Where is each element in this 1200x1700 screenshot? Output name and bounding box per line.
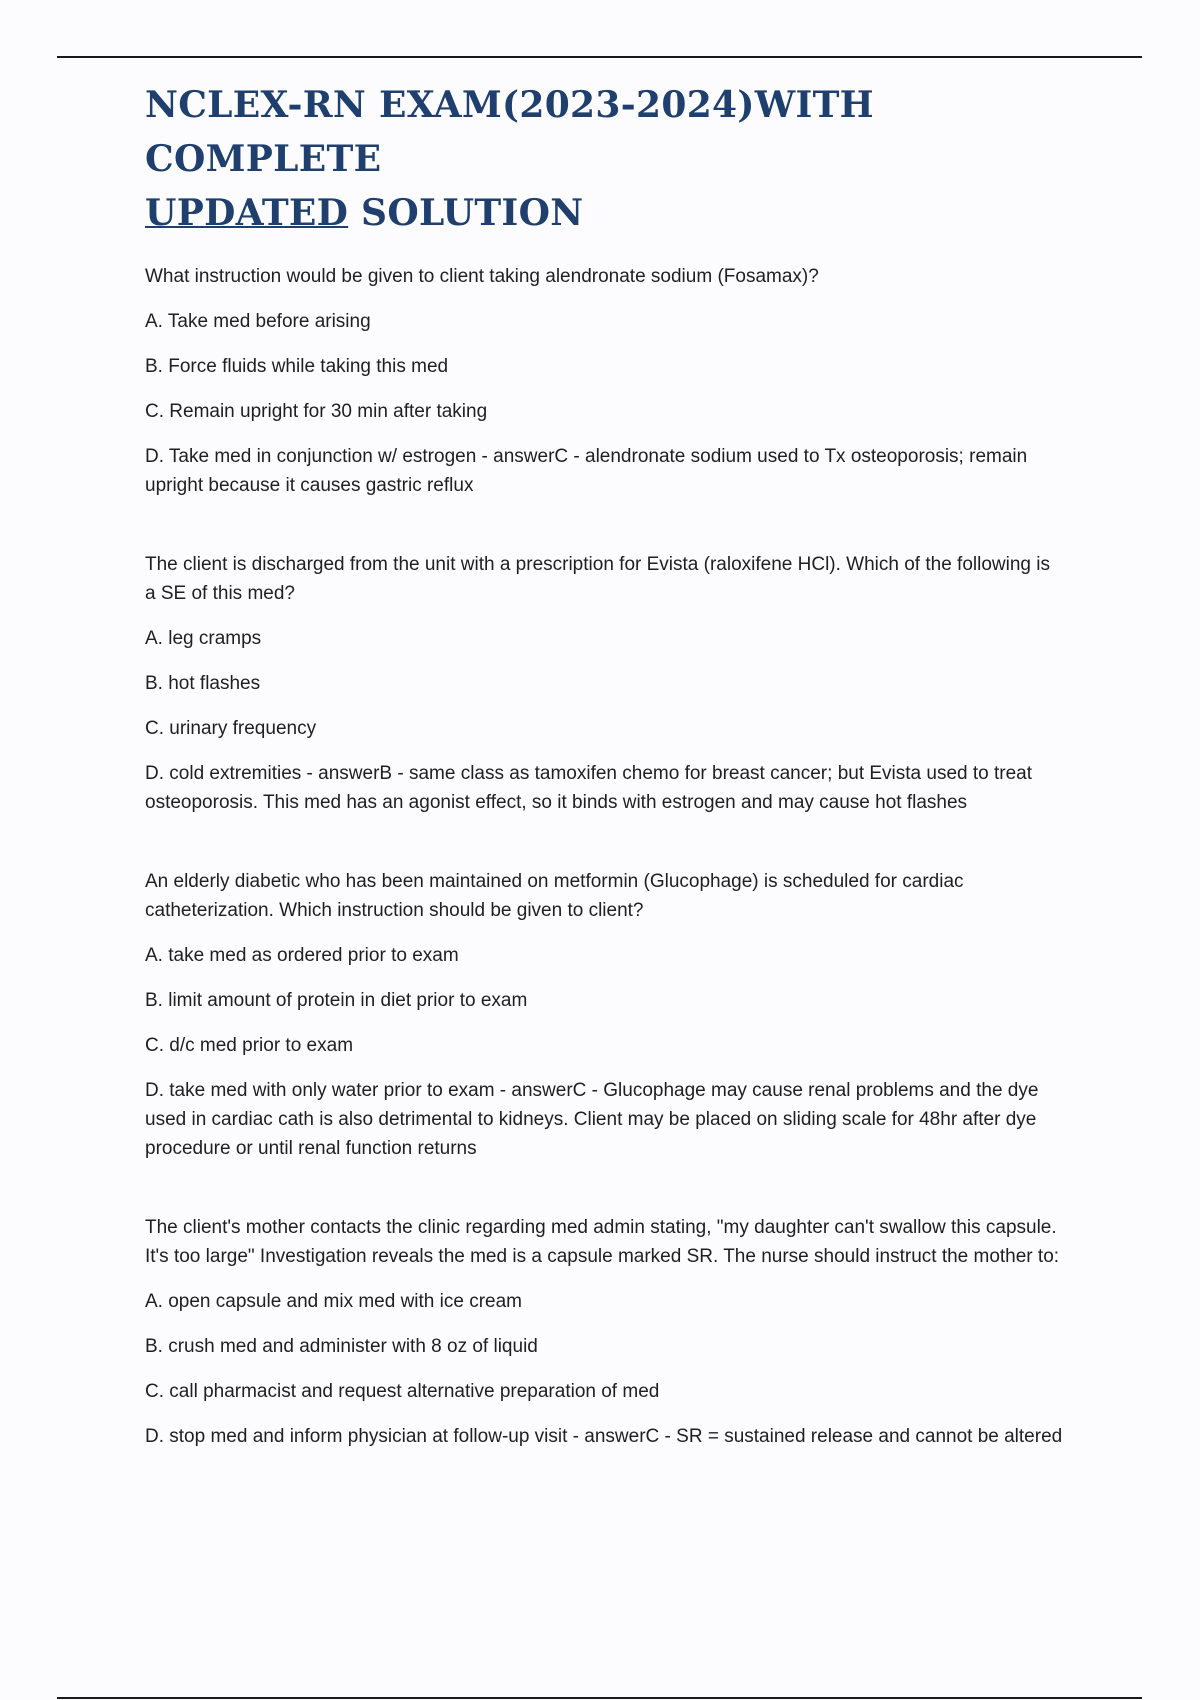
option-a: A. Take med before arising	[145, 311, 371, 332]
document-content	[145, 78, 1065, 1467]
document-title	[145, 78, 1065, 240]
question-block-1	[145, 262, 1065, 500]
question-stem: What instruction would be given to client taking alendronate sodium (Fosamax)?	[145, 266, 819, 287]
option-a: A. take med as ordered prior to exam	[145, 945, 459, 966]
option-a: A. open capsule and mix med with ice cream	[145, 1291, 523, 1312]
question-block-3	[145, 867, 1065, 1163]
option-d-with-answer: D. cold extremities - answerB - same class as tamoxifen chemo for breast cancer; but Evista used to treat osteoporosis. This med has an agonist effect, so it binds with estrogen and may cause hot flashes	[145, 763, 1033, 813]
option-b: B. crush med and administer with 8 oz of liquid	[145, 1336, 538, 1357]
title-part-1: NCLEX-RN EXAM(2023-2024)WITH COMPLETE	[145, 84, 874, 180]
option-b: B. hot flashes	[145, 673, 261, 694]
option-c: C. call pharmacist and request alternative preparation of med	[145, 1381, 660, 1402]
question-block-4	[145, 1213, 1065, 1451]
option-d-with-answer: D. Take med in conjunction w/ estrogen - answerC - alendronate sodium used to Tx osteoporosis; remain upright because it causes gastric reflux	[145, 446, 1028, 496]
bottom-rule	[57, 1697, 1142, 1699]
option-b: B. limit amount of protein in diet prior to exam	[145, 990, 528, 1011]
option-d-with-answer: D. take med with only water prior to exam - answerC - Glucophage may cause renal problems and the dye used in cardiac cath is also detrimental to kidneys. Client may be placed on sliding scale for 48hr after dye procedure or until renal function returns	[145, 1080, 1039, 1159]
question-block-2	[145, 550, 1065, 817]
title-underlined-word: UPDATED	[145, 192, 349, 234]
option-c: C. d/c med prior to exam	[145, 1035, 354, 1056]
title-part-2: SOLUTION	[361, 192, 584, 234]
option-b: B. Force fluids while taking this med	[145, 356, 449, 377]
question-stem: The client is discharged from the unit with a prescription for Evista (raloxifene HCl). Which of the following is a SE of this med?	[145, 554, 1050, 604]
option-c: C. urinary frequency	[145, 718, 317, 739]
option-a: A. leg cramps	[145, 628, 262, 649]
question-stem: An elderly diabetic who has been maintained on metformin (Glucophage) is scheduled for cardiac catheterization. Which instruction should be given to client?	[145, 871, 964, 921]
question-stem: The client's mother contacts the clinic regarding med admin stating, "my daughter can't swallow this capsule. It's too large" Investigation reveals the med is a capsule marked SR. The nurse should instruct the mother to:	[145, 1217, 1060, 1267]
top-rule	[57, 56, 1142, 58]
option-c: C. Remain upright for 30 min after taking	[145, 401, 488, 422]
option-d-with-answer: D. stop med and inform physician at follow-up visit - answerC - SR = sustained release and cannot be altered	[145, 1426, 1063, 1447]
